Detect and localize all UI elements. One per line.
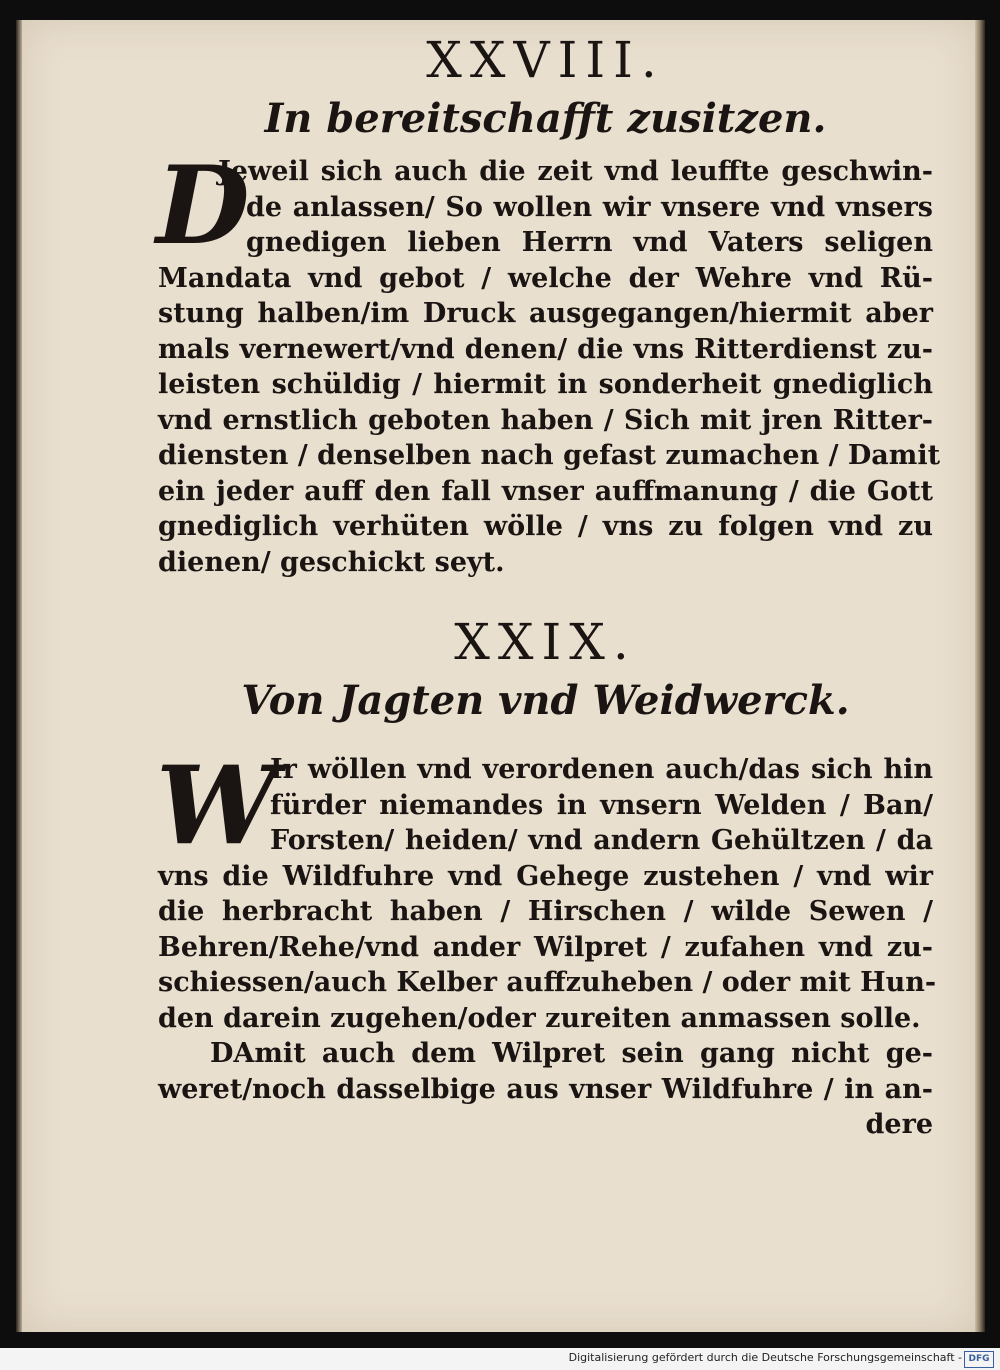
chapter-body (156, 743, 937, 1143)
chapter-title: Von Jagten vnd Weidwerck. (241, 677, 850, 724)
drop-capital: D (156, 143, 250, 269)
text-line: die herbracht haben / Hirschen / wilde Sewen / (158, 896, 933, 927)
text-line: leisten schüldig / hiermit in sonderheit gnediglich (158, 369, 933, 400)
text-line: schiessen/auch Kelber auffzuheben / oder mit Hun- (158, 967, 937, 998)
drop-capital: W (156, 743, 278, 869)
chapter-number: XXVIII. (426, 31, 665, 89)
chapter-number: XXIX. (454, 613, 637, 671)
text-line: diensten / denselben nach gefast zumachen / Damit (158, 440, 941, 471)
text-line: dienen/ geschickt seyt. (158, 546, 505, 578)
catchword: dere (865, 1109, 933, 1140)
page-edge-right (975, 20, 985, 1332)
text-line: DAmit auch dem Wilpret sein gang nicht ge- (210, 1038, 933, 1069)
text-line: vns die Wildfuhre vnd Gehege zustehen / vnd wir (158, 860, 933, 892)
dfg-logo: DFG (964, 1351, 994, 1368)
text-line: stung halben/im Druck ausgegangen/hiermit aber (158, 298, 933, 329)
footer-bar (0, 1348, 1000, 1370)
chapter-body (156, 143, 941, 580)
page-text (156, 28, 941, 1143)
chapter-title: In bereitschafft zusitzen. (264, 95, 827, 142)
funding-credit: Digitalisierung gefördert durch die Deutsche Forschungsgemeinschaft - (568, 1351, 962, 1364)
text-line: den darein zugehen/oder zureiten anmassen solle. (158, 1002, 921, 1034)
text-line: Behren/Rehe/vnd ander Wilpret / zufahen vnd zu- (158, 931, 933, 963)
text-line: weret/noch dasselbige aus vnser Wildfuhre / in an- (158, 1073, 933, 1105)
text-line: Mandata vnd gebot / welche der Wehre vnd Rü- (158, 262, 933, 294)
text-line: gnedigen lieben Herrn vnd Vaters seligen (246, 227, 933, 258)
chapter-29 (156, 610, 937, 1143)
text-line: Jeweil sich auch die zeit vnd leuffte geschwin- (218, 156, 933, 187)
text-line: ein jeder auff den fall vnser auffmanung / die Gott (158, 475, 933, 507)
text-line: de anlassen/ So wollen wir vnsere vnd vnsers (246, 191, 933, 223)
text-line: fürder niemandes in vnsern Welden / Ban/ (270, 789, 933, 821)
chapter-28 (156, 28, 941, 580)
text-line: Ir wöllen vnd verordenen auch/das sich hin (270, 754, 933, 785)
text-line: gnediglich verhüten wölle / vns zu folgen vnd zu (158, 511, 933, 542)
text-line: mals vernewert/vnd denen/ die vns Ritterdienst zu- (158, 333, 933, 365)
text-line: Forsten/ heiden/ vnd andern Gehültzen / da (270, 825, 933, 856)
text-line: vnd ernstlich geboten haben / Sich mit jren Ritter- (158, 404, 933, 436)
